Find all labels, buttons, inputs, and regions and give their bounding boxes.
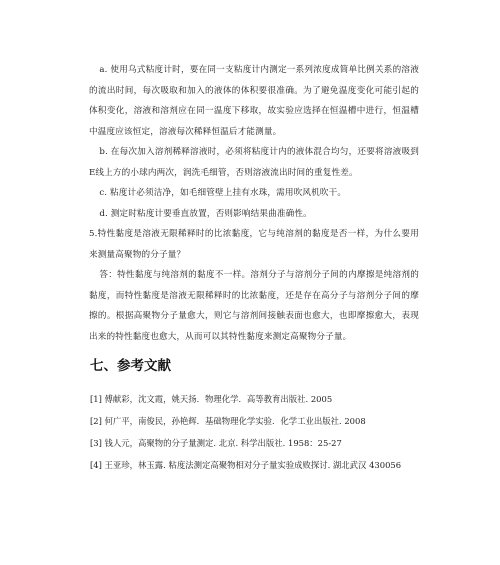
reference-item: [1] 傅献彩，沈文霞，姚天扬．物理化学．高等教育出版社. 2005 (90, 394, 333, 404)
note-a-paragraph: a. 使用乌式粘度计时，要在同一支粘度计内测定一系列浓度成简单比例关系的溶液的流出时间，每次吸取和加入的液体的体积要很准确。为了避免温度变化可能引起的体积变化，溶液和溶剂应在同一温度下移取，故实验应选择在恒温槽中进行，恒温槽中温度应该恒定，溶液每次稀释恒温后才能测量。 (89, 65, 419, 137)
reference-item: [3] 钱人元，高聚物的分子量测定. 北京. 科学出版社. 1958：25-27 (90, 438, 342, 448)
question-paragraph: 5.特性黏度是溶液无限稀释时的比浓黏度，它与纯溶剂的黏度是否一样，为什么要用来测量高聚物的分子量？ (89, 229, 419, 260)
note-d-paragraph: d. 测定时粘度计要垂直放置，否则影响结果曲准确性。 (99, 208, 312, 219)
reference-item: [2] 何广平，南俊民，孙艳辉．基础物理化学实验．化学工业出版社. 2008 (90, 416, 366, 426)
references-list (90, 388, 420, 476)
answer-paragraph: 答：特性黏度与纯溶剂的黏度不一样。溶剂分子与溶剂分子间的内摩擦是纯溶剂的黏度，而特性黏度是溶液无限稀释时的比浓黏度，还是存在高分子与溶剂分子间的摩擦的。根据高聚物分子量愈大，则它与溶剂间接触表面也愈大，也即摩擦愈大，表现出来的特性黏度也愈大，从而可以其特性黏度来测定高聚物分子量。 (89, 270, 419, 342)
notes-section (89, 60, 419, 347)
reference-item: [4] 王亚珍，林玉露. 粘度法测定高聚物相对分子量实验成败探讨. 湖北武汉 430056 (90, 460, 402, 470)
note-c-paragraph: c. 粘度计必须洁净，如毛细管壁上挂有水珠，需用吹风机吹干。 (99, 188, 347, 198)
note-b-paragraph: b. 在每次加入溶剂稀释溶液时，必须将粘度计内的液体混合均匀，还要将溶液吸到E线上方的小球内两次，润洗毛细管，否则溶液流出时间的重复性差。 (89, 147, 419, 178)
references-heading: 七、参考文献 (90, 358, 171, 374)
